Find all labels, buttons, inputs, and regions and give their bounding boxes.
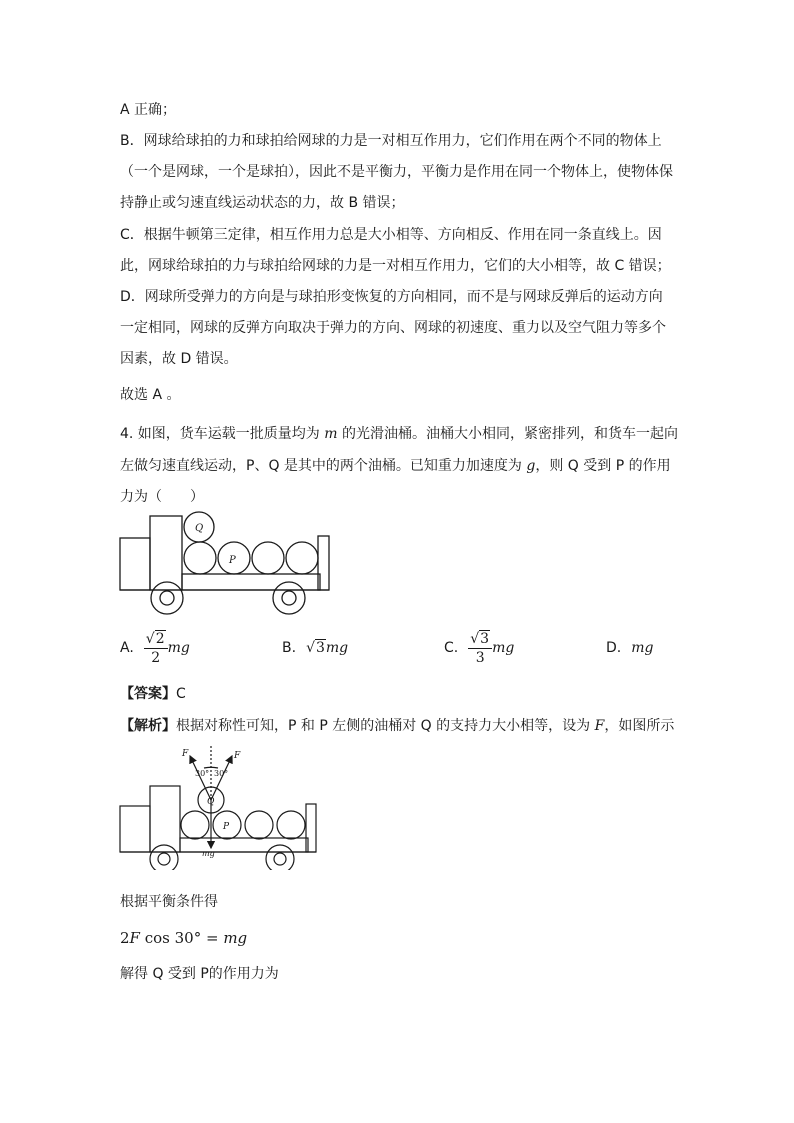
- truck-cab-front: [120, 806, 150, 852]
- math-mg: mg: [492, 640, 515, 656]
- math-f: F: [594, 718, 605, 734]
- fraction: $\frac{√2}{2}$: [144, 630, 168, 667]
- truck-figure: [118, 508, 334, 618]
- eq-mg: mg: [223, 929, 248, 947]
- wheel: [266, 845, 294, 870]
- text-line: （一个是网球，一个是球拍），因此不是平衡力，平衡力是作用在同一个物体上，使物体保: [120, 164, 673, 180]
- option-c[interactable]: [444, 626, 514, 670]
- math-m: m: [324, 426, 338, 442]
- question-text: ，则 Q 受到 P 的作用: [535, 458, 671, 474]
- analysis-text: 根据对称性可知，P 和 P 左侧的油桶对 Q 的支持力大小相等，设为: [176, 718, 595, 734]
- radicand: 3: [480, 630, 490, 647]
- text-line: 一定相同，网球的反弹方向取决于弹力的方向、网球的初速度、重力以及空气阻力等多个: [120, 320, 666, 336]
- drum: [245, 811, 273, 839]
- denominator: 3: [475, 649, 485, 666]
- analysis-line: [120, 716, 674, 736]
- truck-bed: [182, 574, 320, 590]
- label-angle-left: 30°: [195, 769, 210, 778]
- math-mg: mg: [325, 640, 349, 656]
- option-d[interactable]: [606, 626, 653, 670]
- option-label: C.: [444, 640, 459, 656]
- label-f-right: F: [234, 751, 241, 761]
- label-mg: mg: [202, 849, 215, 858]
- fraction: $\frac{√3}{3}$: [468, 630, 492, 667]
- force-diagram-figure: [118, 742, 322, 870]
- text-line: 故选 A 。: [120, 387, 181, 403]
- question-text: 左做匀速直线运动，P、Q 是其中的两个油桶。已知重力加速度为: [120, 458, 527, 474]
- math-mg: mg: [167, 640, 190, 656]
- question-line: [120, 424, 678, 444]
- text-line: 因素，故 D 错误。: [120, 351, 238, 367]
- eq-coefficient: 2: [120, 929, 130, 947]
- text-line: D．网球所受弹力的方向是与球拍形变恢复的方向相同，而不是与网球反弹后的运动方向: [120, 289, 663, 305]
- label-q: Q: [207, 797, 215, 807]
- drum: [181, 811, 209, 839]
- text-line: B．网球给球拍的力和球拍给网球的力是一对相互作用力，它们作用在两个不同的物体上: [120, 133, 662, 149]
- wheel: [150, 845, 178, 870]
- text-line: C．根据牛顿第三定律，相互作用力总是大小相等、方向相反、作用在同一条直线上。因: [120, 227, 662, 243]
- question-line: [120, 456, 671, 476]
- option-label: D.: [606, 640, 622, 656]
- answer-line: [120, 684, 186, 704]
- text-line: 根据平衡条件得: [120, 894, 218, 910]
- analysis-tag: 【解析】: [120, 718, 176, 734]
- option-a[interactable]: [120, 626, 190, 670]
- drum: [286, 542, 318, 574]
- question-text: 4. 如图，货车运载一批质量均为: [120, 426, 325, 442]
- drum: [184, 542, 216, 574]
- drum: [277, 811, 305, 839]
- eq-f: F: [129, 929, 140, 947]
- text-line: 持静止或匀速直线运动状态的力，故 B 错误；: [120, 195, 405, 211]
- truck-bed: [180, 838, 308, 852]
- label-p: P: [223, 822, 230, 832]
- drum: [252, 542, 284, 574]
- question-text: 的光滑油桶。油桶大小相同，紧密排列，和货车一起向: [337, 426, 678, 442]
- text-line: 解得 Q 受到 P的作用力为: [120, 966, 279, 982]
- denominator: 2: [151, 649, 161, 666]
- question-line: 力为（ ）: [120, 489, 204, 505]
- analysis-text: ，如图所示: [604, 718, 675, 734]
- text-line: A 正确；: [120, 102, 177, 118]
- wheel: [151, 582, 183, 614]
- answer-tag: 【答案】: [120, 686, 176, 702]
- label-angle-right: 30°: [214, 769, 229, 778]
- option-label: A.: [120, 640, 134, 656]
- radical: √3: [306, 640, 325, 656]
- math-g: g: [526, 458, 536, 474]
- radicand: 3: [315, 640, 325, 656]
- math-mg: mg: [631, 640, 654, 656]
- equation-line: [120, 928, 247, 948]
- option-b[interactable]: [282, 626, 348, 670]
- wheel: [273, 582, 305, 614]
- answer-value: C: [176, 686, 186, 702]
- radicand: 2: [155, 630, 165, 647]
- text-line: 此，网球给球拍的力与球拍给网球的力是一对相互作用力，它们的大小相等，故 C 错误；: [120, 258, 671, 274]
- truck-cab-front: [120, 538, 150, 590]
- label-q: Q: [195, 523, 204, 534]
- option-label: B.: [282, 640, 297, 656]
- truck-cab: [150, 516, 182, 590]
- label-f-left: F: [182, 749, 189, 759]
- eq-middle: cos 30° =: [139, 929, 224, 947]
- truck-cab: [150, 786, 180, 852]
- label-p: P: [229, 555, 236, 566]
